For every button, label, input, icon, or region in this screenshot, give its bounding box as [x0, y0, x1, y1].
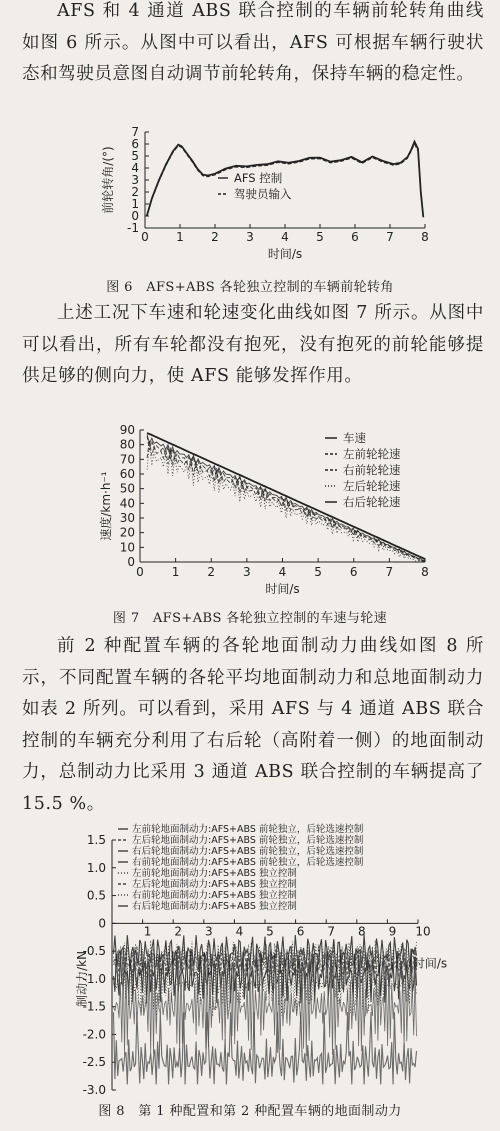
y-tick-label: 10: [119, 540, 135, 555]
y-tick-label: 0: [127, 555, 135, 569]
legend-label: 左后轮轮速: [343, 479, 401, 493]
legend-label: 右后轮地面制动力:AFS+ABS 前轮独立，后轮选速控制: [132, 846, 364, 857]
y-tick-label: -0.5: [82, 944, 106, 959]
y-tick-label: -2.0: [82, 1027, 106, 1042]
figure-7-chart: [0, 420, 500, 620]
brake-force-trace: [114, 1012, 417, 1084]
x-tick-label: 7: [327, 924, 336, 939]
x-tick-label: 1: [176, 230, 184, 244]
x-tick-label: 7: [385, 565, 394, 579]
paragraph-fig8-intro: 前 2 种配置车辆的各轮地面制动力曲线如图 8 所示，不同配置车辆的各轮平均地面制动力和总地面制动力如表 2 所列。可以看到，采用 AFS 与 4 通道 ABS 联合控制的车辆充分利用了右后轮（高附着一侧）的地面制动力，总制动力比采用 3 通道 ABS 联合控制的车辆提高了 15.5 %。: [22, 636, 484, 814]
x-tick-label: 7: [386, 230, 394, 244]
figure-8-caption: 图 8 第 1 种配置和第 2 种配置车辆的地面制动力: [98, 1104, 402, 1119]
y-tick-label: 0.5: [86, 888, 106, 903]
y-axis-label: 前轮转角/(°): [101, 146, 115, 214]
x-tick-label: 0: [141, 230, 149, 244]
legend-label: 驾驶员输入: [234, 187, 292, 201]
y-tick-label: 80: [119, 437, 135, 452]
legend-label: 右前轮轮速: [343, 463, 401, 477]
y-tick-label: 40: [119, 496, 135, 511]
y-tick-label: 50: [119, 481, 135, 496]
x-tick-label: 6: [296, 924, 305, 939]
y-tick-label: 1: [131, 197, 139, 211]
figure-6-caption: 图 6 AFS+ABS 各轮独立控制的车辆前轮转角: [106, 280, 394, 295]
x-tick-label: 3: [204, 924, 213, 939]
x-tick-label: 5: [266, 924, 274, 939]
x-tick-label: 6: [351, 230, 359, 244]
x-tick-label: 9: [388, 924, 397, 939]
legend-label: 左后轮地面制动力:AFS+ABS 独立控制: [132, 879, 297, 890]
x-tick-label: 2: [174, 924, 183, 939]
legend-label: 车速: [343, 431, 366, 445]
x-axis-label: 时间/s: [267, 247, 303, 261]
legend-label: 右前轮地面制动力:AFS+ABS 独立控制: [132, 890, 297, 901]
x-axis-label: 时间/s: [412, 956, 448, 971]
y-axis-label: 速度/km·h⁻¹: [99, 471, 113, 541]
y-tick-label: 2: [131, 185, 139, 199]
y-tick-label: 1.5: [86, 833, 106, 847]
legend-label: 左后轮地面制动力:AFS+ABS 前轮独立，后轮选速控制: [132, 835, 364, 846]
y-tick-label: 30: [119, 511, 135, 525]
x-tick-label: 10: [415, 924, 431, 939]
x-tick-label: 8: [421, 565, 429, 579]
y-tick-label: 3: [131, 173, 139, 187]
x-axis-label: 时间/s: [265, 582, 300, 596]
x-tick-label: 3: [246, 230, 254, 244]
y-tick-label: 6: [131, 137, 139, 151]
figure-8-chart: [0, 820, 500, 1110]
legend-label: 右后轮地面制动力:AFS+ABS 独立控制: [132, 901, 297, 912]
y-tick-label: 0: [98, 916, 106, 931]
x-tick-label: 5: [314, 565, 322, 579]
legend-label: 左前轮地面制动力:AFS+ABS 独立控制: [132, 868, 297, 879]
y-tick-label: 5: [131, 149, 139, 163]
x-tick-label: 3: [243, 565, 251, 579]
paragraph-fig6-intro: AFS 和 4 通道 ABS 联合控制的车辆前轮转角曲线如图 6 所示。从图中可以看出，AFS 可根据车辆行驶状态和驾驶员意图自动调节前轮转角，保持车辆的稳定性。: [22, 1, 484, 84]
y-tick-label: 1.0: [86, 860, 106, 875]
y-tick-label: -1: [127, 221, 139, 235]
legend-label: 左前轮轮速: [343, 447, 401, 461]
y-tick-label: 4: [131, 161, 139, 175]
x-tick-label: 2: [207, 565, 216, 579]
y-tick-label: -1.0: [82, 971, 106, 986]
paragraph-fig7-intro: 上述工况下车速和轮速变化曲线如图 7 所示。从图中可以看出，所有车轮都没有抱死，没有抱死的前轮能够提供足够的侧向力，使 AFS 能够发挥作用。: [22, 303, 484, 386]
x-tick-label: 4: [235, 924, 244, 939]
x-tick-label: 1: [171, 565, 180, 579]
x-tick-label: 5: [316, 230, 324, 244]
x-tick-label: 1: [143, 924, 152, 939]
legend-label: 左前轮地面制动力:AFS+ABS 前轮独立，后轮选速控制: [132, 824, 364, 835]
series-line-afs-control: [147, 142, 424, 218]
y-tick-label: 7: [131, 125, 139, 139]
x-tick-label: 4: [281, 230, 289, 244]
figure-7-caption: 图 7 AFS+ABS 各轮独立控制的车速与轮速: [112, 611, 388, 626]
x-tick-label: 8: [357, 924, 366, 939]
legend-label: AFS 控制: [234, 171, 283, 185]
y-axis-label: 制动力/kN: [75, 950, 89, 1007]
y-tick-label: 60: [119, 467, 135, 481]
y-tick-label: 20: [119, 525, 135, 540]
x-tick-label: 4: [278, 565, 287, 579]
y-tick-label: -2.5: [82, 1055, 106, 1070]
y-tick-label: 0: [131, 209, 139, 223]
legend-label: 右后轮轮速: [343, 495, 401, 509]
y-tick-label: 90: [119, 423, 135, 437]
x-tick-label: 8: [421, 230, 429, 244]
x-tick-label: 2: [211, 230, 219, 244]
y-tick-label: -3.0: [82, 1083, 106, 1097]
y-tick-label: 70: [119, 452, 135, 467]
x-tick-label: 6: [349, 565, 358, 579]
legend-label: 右前轮地面制动力:AFS+ABS 前轮独立，后轮选速控制: [132, 857, 364, 868]
y-tick-label: -1.5: [82, 999, 106, 1014]
x-tick-label: 0: [136, 565, 144, 579]
